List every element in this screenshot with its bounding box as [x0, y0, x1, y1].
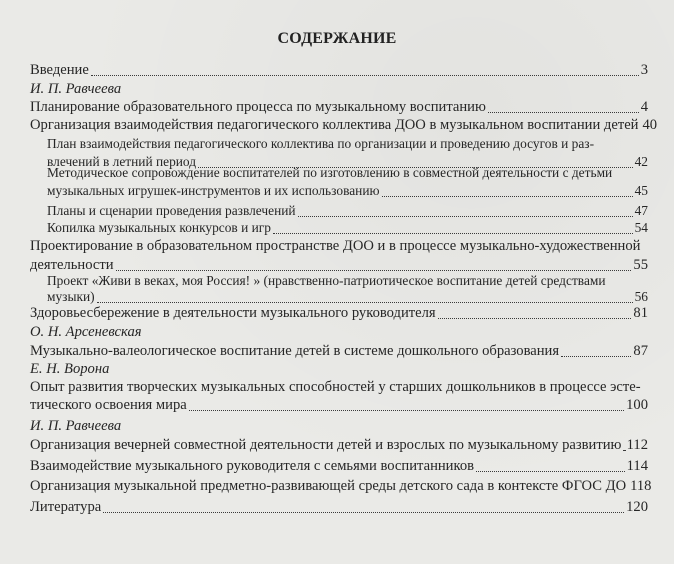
toc-entry-text: Копилка музыкальных конкурсов и игр [47, 220, 271, 235]
toc-entry [30, 497, 648, 517]
toc-entry [30, 476, 652, 496]
toc-entry-text: Планы и сценарии проведения развлечений [47, 203, 296, 218]
toc-entry-text: Планирование образовательного процесса по музыкальному воспитанию [30, 99, 486, 115]
toc-entry-text-line1: План взаимодействия педагогического коллектива по организации и проведению досугов и раз- [47, 136, 595, 151]
leader-dots [382, 196, 633, 197]
toc-entry-page: 55 [633, 257, 648, 273]
toc-author: И. П. Равчеева [30, 418, 122, 434]
toc-entry-text: тического освоения мира [30, 397, 187, 413]
toc-entry-text-line1: Опыт развития творческих музыкальных способностей у старших дошкольников в процессе эсте- [30, 379, 641, 395]
toc-entry-text: Организация взаимодействия педагогического коллектива ДОО в музыкальном воспитании детей [30, 117, 639, 133]
toc-entry [30, 303, 648, 323]
toc-entry-page: 118 [630, 478, 652, 494]
toc-entry-text: Введение [30, 62, 89, 78]
toc-entry [30, 456, 648, 476]
toc-entry [30, 97, 648, 117]
toc-entry-page: 47 [634, 203, 648, 218]
toc-entry [30, 60, 648, 80]
leader-dots [189, 410, 624, 411]
leader-dots [561, 356, 631, 357]
toc-entry-text-line1: Методическое сопровождение воспитателей по изготовлению в совместной деятельности с детьми [47, 165, 613, 180]
toc-entry-page: 81 [633, 305, 648, 321]
toc-entry-text: Музыкально-валеологическое воспитание детей в системе дошкольного образования [30, 343, 560, 359]
toc-entry-text: деятельности [30, 257, 114, 273]
toc-entry-text: музыки) [47, 289, 95, 304]
toc-entry-page: 54 [634, 220, 648, 235]
toc-entry-page: 120 [626, 499, 648, 515]
leader-dots [438, 318, 632, 319]
page-title: СОДЕРЖАНИЕ [277, 30, 397, 47]
leader-dots [103, 512, 624, 513]
toc-author: Е. Н. Ворона [30, 361, 110, 377]
leader-dots [476, 471, 625, 472]
toc-entry-page: 87 [633, 343, 648, 359]
toc-entry-page: 114 [626, 458, 648, 474]
leader-dots [91, 75, 639, 76]
toc-entry-page: 100 [626, 397, 648, 413]
toc-entry-text: Организация вечерней совместной деятельности детей и взрослых по музыкальному развитию [30, 437, 622, 453]
toc-entry [30, 115, 658, 135]
toc-entry-text-line1: Проект «Живи в веках, моя Россия! » (нравственно-патриотическое воспитание детей средствами [47, 273, 606, 288]
toc-entry-page: 112 [626, 437, 648, 453]
toc-entry-text-line1: Проектирование в образовательном пространстве ДОО и в процессе музыкально-художественной [30, 238, 641, 254]
leader-dots [298, 216, 633, 217]
toc-entry-text: Литература [30, 499, 102, 515]
toc-entry-text: Взаимодействие музыкального руководителя с семьями воспитанников [30, 458, 475, 474]
toc-entry [47, 181, 648, 201]
leader-dots [623, 450, 624, 451]
toc-entry [30, 341, 648, 361]
toc-entry [47, 218, 648, 238]
toc-entry [30, 395, 648, 415]
toc-entry-text: влечений в летний период [47, 154, 197, 169]
toc-author: О. Н. Арсеневская [30, 324, 142, 340]
toc-entry-page: 3 [640, 62, 648, 78]
toc-entry-page: 42 [634, 154, 648, 169]
toc-entry-page: 40 [642, 117, 658, 133]
toc-entry-text: Организация музыкальной предметно-развивающей среды детского сада в контексте ФГОС ДО [30, 478, 627, 494]
toc-entry-page: 56 [634, 289, 648, 304]
toc-entry-page: 45 [634, 183, 648, 198]
toc-entry-text: Здоровьесбережение в деятельности музыкального руководителя [30, 305, 436, 321]
leader-dots [273, 233, 633, 234]
toc-author: И. П. Равчеева [30, 81, 122, 97]
toc-entry-text: музыкальных игрушек-инструментов и их использованию [47, 183, 380, 198]
toc-entry-page: 4 [640, 99, 648, 115]
leader-dots [488, 112, 639, 113]
toc-entry [30, 435, 648, 455]
